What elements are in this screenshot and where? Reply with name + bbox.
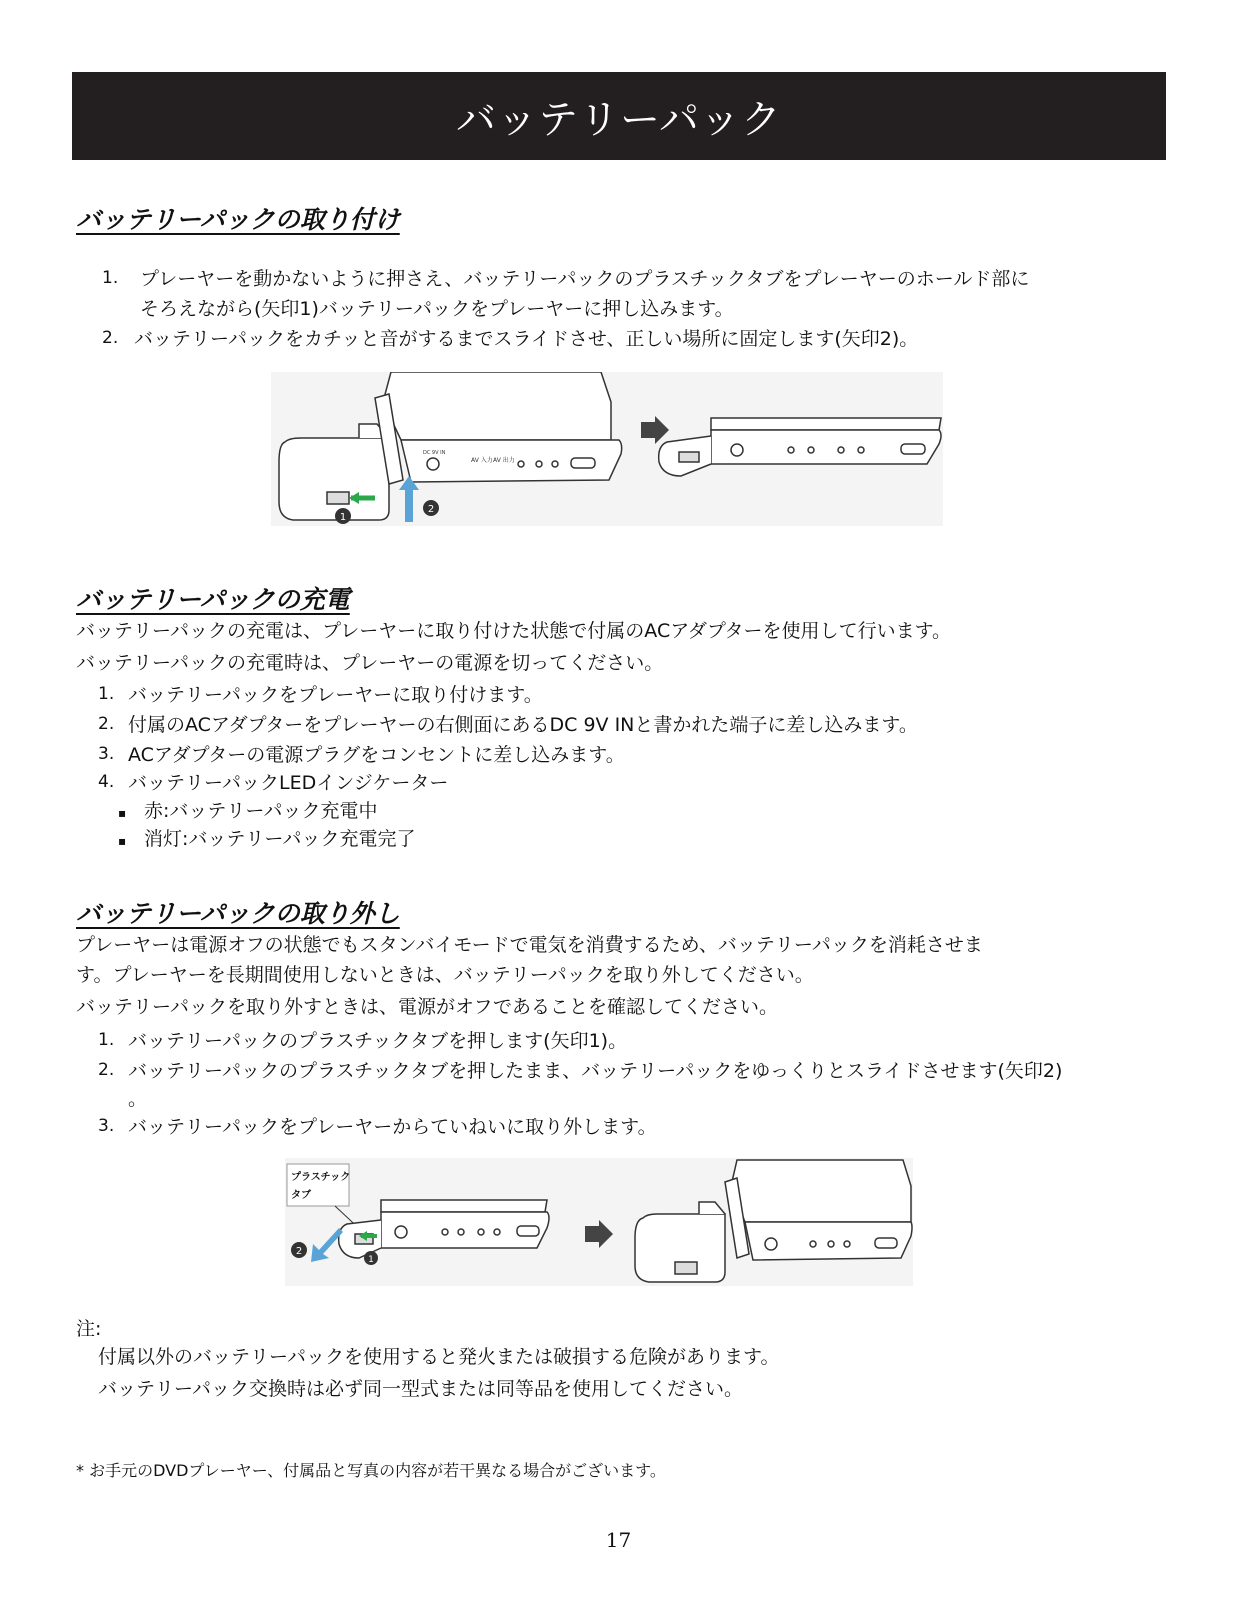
right-arrow-icon xyxy=(641,416,669,444)
battery-pack-drawing xyxy=(279,424,389,520)
install-step-1-line1: プレーヤーを動かないように押さえ、バッテリーパックのプラスチックタブをプレーヤーのホールド部に xyxy=(140,268,1030,290)
remove-step-3-num: 3. xyxy=(98,1116,115,1136)
remove-step-2-num: 2. xyxy=(98,1060,115,1080)
player-open-drawing xyxy=(375,372,622,484)
marker-1-text: 1 xyxy=(368,1255,374,1265)
right-arrow-icon xyxy=(585,1220,613,1248)
section-title-charge: バッテリーパックの充電 xyxy=(76,585,350,614)
charge-step-3-num: 3. xyxy=(98,744,115,764)
page-title-banner xyxy=(72,72,1166,160)
blue-arrow-up-icon xyxy=(399,476,419,522)
player-assembled-drawing xyxy=(659,418,941,476)
charge-step-2-num: 2. xyxy=(98,714,115,734)
note-label: 注: xyxy=(76,1318,102,1340)
remove-step-2-text: バッテリーパックのプラスチックタブを押したまま、バッテリーパックをゆっくりとスライドさせます(矢印2) xyxy=(128,1060,1063,1082)
footnote: * お手元のDVDプレーヤー、付属品と写真の内容が若干異なる場合がございます。 xyxy=(76,1461,666,1480)
blue-arrow-down-left-icon xyxy=(311,1228,343,1262)
charge-bullet-2: 消灯:バッテリーパック充電完了 xyxy=(144,828,416,850)
figure-battery-install xyxy=(271,372,943,526)
remove-step-3-text: バッテリーパックをプレーヤーからていねいに取り外します。 xyxy=(128,1116,657,1138)
page-number: 17 xyxy=(605,1528,632,1552)
battery-pack-drawing xyxy=(635,1202,725,1282)
callout-line-2: タブ xyxy=(291,1190,311,1201)
install-step-1-num: 1. xyxy=(102,268,119,288)
charge-intro-2: バッテリーパックの充電時は、プレーヤーの電源を切ってください。 xyxy=(76,652,664,674)
remove-intro-2: す。プレーヤーを長期間使用しないときは、バッテリーパックを取り外してください。 xyxy=(76,964,814,986)
bullet-icon: ▪ xyxy=(118,834,127,848)
marker-1-text: 1 xyxy=(339,512,347,523)
page-title: バッテリーパック xyxy=(456,96,782,143)
bullet-icon: ▪ xyxy=(118,806,127,820)
figure-battery-remove xyxy=(285,1158,913,1286)
install-step-1-line2: そろえながら(矢印1)バッテリーパックをプレーヤーに押し込みます。 xyxy=(140,298,734,320)
av-out-label: AV 出力 xyxy=(493,457,515,464)
player-open-drawing xyxy=(725,1160,912,1260)
remove-intro-1: プレーヤーは電源オフの状態でもスタンバイモードで電気を消費するため、バッテリーパックを消耗させま xyxy=(76,934,983,956)
charge-intro-1: バッテリーパックの充電は、プレーヤーに取り付けた状態で付属のACアダプターを使用して行います。 xyxy=(76,620,952,642)
charge-step-4-num: 4. xyxy=(98,772,115,792)
charge-step-2-text: 付属のACアダプターをプレーヤーの右側面にあるDC 9V INと書かれた端子に差し込みます。 xyxy=(128,714,918,736)
remove-step-1-num: 1. xyxy=(98,1030,115,1050)
dc-in-label: DC 9V IN xyxy=(423,450,446,456)
note-line-1: 付属以外のバッテリーパックを使用すると発火または破損する危険があります。 xyxy=(98,1346,780,1368)
marker-2-text: 2 xyxy=(427,504,435,515)
remove-step-2-cont: 。 xyxy=(128,1088,148,1110)
battery-install-illustration xyxy=(271,372,943,526)
charge-step-1-num: 1. xyxy=(98,684,115,704)
charge-step-4-text: バッテリーパックLEDインジケーター xyxy=(128,772,449,794)
charge-bullet-1: 赤:バッテリーパック充電中 xyxy=(144,800,378,822)
charge-step-1-text: バッテリーパックをプレーヤーに取り付けます。 xyxy=(128,684,543,706)
section-title-install: バッテリーパックの取り付け xyxy=(76,205,400,234)
note-line-2: バッテリーパック交換時は必ず同一型式または同等品を使用してください。 xyxy=(98,1378,744,1400)
charge-step-3-text: ACアダプターの電源プラグをコンセントに差し込みます。 xyxy=(128,744,625,766)
install-step-2-num: 2. xyxy=(102,328,119,348)
install-step-2-line1: バッテリーパックをカチッと音がするまでスライドさせ、正しい場所に固定します(矢印2)。 xyxy=(134,328,919,350)
remove-step-1-text: バッテリーパックのプラスチックタブを押します(矢印1)。 xyxy=(128,1030,628,1052)
remove-intro-3: バッテリーパックを取り外すときは、電源がオフであることを確認してください。 xyxy=(76,996,779,1018)
callout-line-1: プラスチック xyxy=(291,1172,351,1183)
av-in-label: AV 入力 xyxy=(471,457,493,464)
marker-2-text: 2 xyxy=(295,1246,303,1257)
battery-remove-illustration xyxy=(285,1158,913,1286)
section-title-remove: バッテリーパックの取り外し xyxy=(76,899,400,928)
player-with-battery-drawing xyxy=(339,1200,549,1258)
